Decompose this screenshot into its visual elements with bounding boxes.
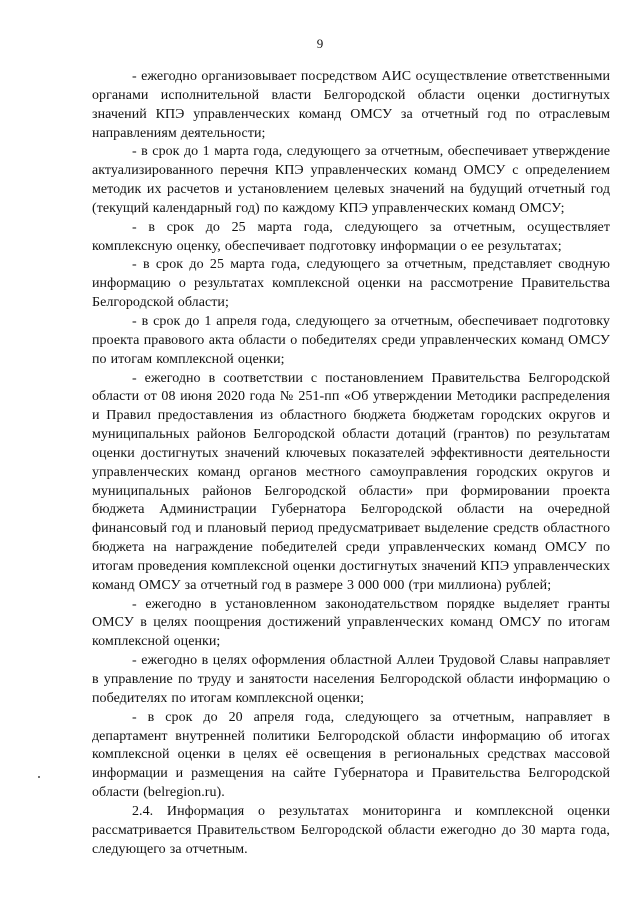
paragraph-budget-allocation: - ежегодно в соответствии с постановлением Правительства Белгородской области от 08 июня 2020 года № 251-пп «Об утверждении Методики распределения и Правил предоставления из областного бюджета бюджетам городских округов и муниципальных районов Белгородской области дотаций (грантов) по результатам оценки достигнутых значений ключевых показателей эффективности деятельности управленческих команд органов местного самоуправления городских округов и муниципальных районов Белгородской области» при формировании проекта бюджета Администрации Губернатора Белгородской области на очередной финансовый год и плановый период предусматривает выделение средств областного бюджета на награждение победителей среди управленческих команд ОМСУ по итогам проведения комплексной оценки достигнутых значений КПЭ управленческих команд ОМСУ за отчетный год в размере 3 000 000 (три миллиона) рублей; — [92, 370, 610, 593]
paragraph-summary-information: - в срок до 25 марта года, следующего за отчетным, представляет сводную информацию о результатах комплексной оценки на рассмотрение Правительства Белгородской области; — [92, 257, 610, 311]
paragraph-complex-assessment: - в срок до 25 марта года, следующего за отчетным, осуществляет комплексную оценку, обеспечивает подготовку информации о ее результатах; — [92, 219, 610, 254]
paragraph-kpe-list-approval: - в срок до 1 марта года, следующего за отчетным, обеспечивает утверждение актуализированного перечня КПЭ управленческих команд ОМСУ с определением методик их расчетов и установлением целевых значений на будущий отчетный год (текущий календарный год) по каждому КПЭ управленческих команд ОМСУ; — [92, 144, 610, 216]
paragraph-ais-evaluation: - ежегодно организовывает посредством АИС осуществление ответственными органами исполнительной власти Белгородской области оценки достигнутых значений КПЭ управленческих команд ОМСУ за отчетный год по отраслевым направлениям деятельности; — [92, 69, 610, 141]
paragraph-grants: - ежегодно в установленном законодательством порядке выделяет гранты ОМСУ в целях поощрения достижений управленческих команд ОМСУ по итогам комплексной оценки; — [92, 596, 610, 650]
paragraph-media-coverage: - в срок до 20 апреля года, следующего за отчетным, направляет в департамент внутренней политики Белгородской области информацию об итогах комплексной оценки в целях её освещения в региональных средствах массовой информации и размещения на сайте Губернатора и Правительства Белгородской области (belregion.ru). — [92, 709, 610, 801]
paragraph-section-2-4: 2.4. Информация о результатах мониторинга и комплексной оценки рассматривается Правительством Белгородской области ежегодно до 30 марта года, следующего за отчетным. — [92, 803, 610, 857]
paragraph-legal-act-draft: - в срок до 1 апреля года, следующего за отчетным, обеспечивает подготовку проекта правового акта области о победителях среди управленческих команд ОМСУ по итогам комплексной оценки; — [92, 313, 610, 367]
paragraph-labor-glory-alley: - ежегодно в целях оформления областной Аллеи Трудовой Славы направляет в управление по труду и занятости населения Белгородской области информацию о победителях по итогам комплексной оценки; — [92, 653, 610, 706]
document-body — [92, 68, 610, 859]
page-number: 9 — [316, 36, 324, 51]
scan-speck — [38, 776, 40, 778]
